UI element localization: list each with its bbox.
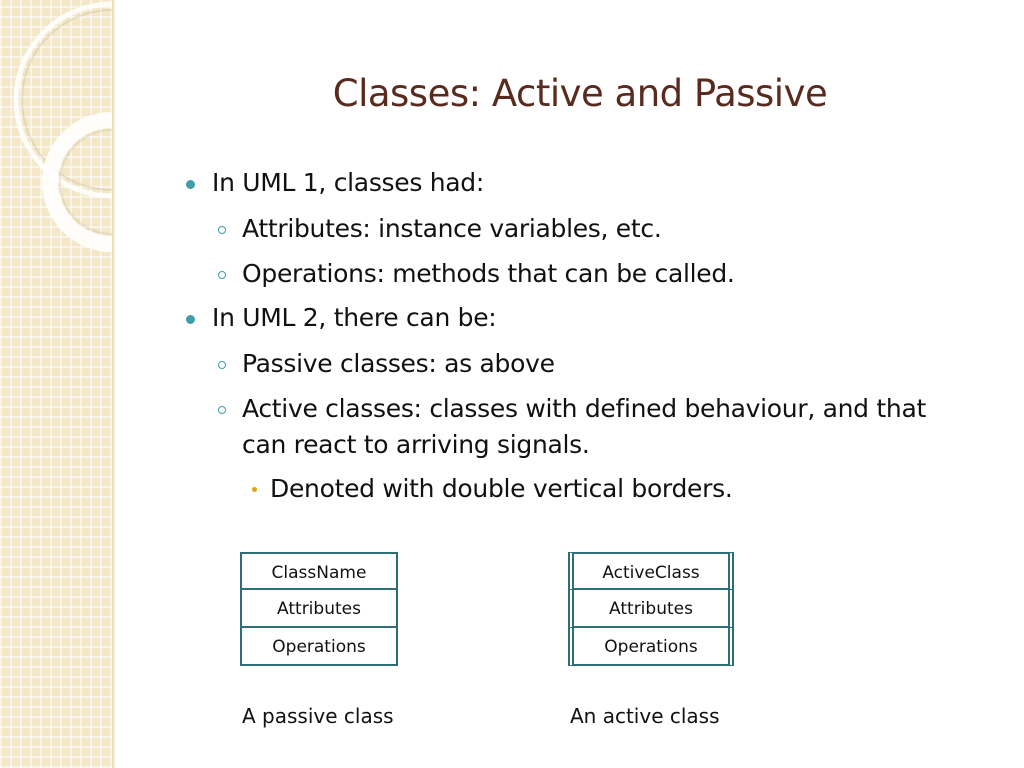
active-class-operations: Operations bbox=[568, 628, 734, 666]
decorative-sidebar bbox=[0, 0, 112, 768]
passive-class-name: ClassName bbox=[240, 552, 398, 590]
passive-class-caption: A passive class bbox=[242, 704, 394, 728]
bullet-uml2: In UML 2, there can be: bbox=[180, 301, 960, 335]
sidebar-edge bbox=[112, 0, 116, 768]
passive-class-box bbox=[240, 552, 398, 666]
decorative-rings bbox=[0, 0, 112, 768]
bullet-passive-classes: Passive classes: as above bbox=[180, 346, 960, 382]
active-class-caption: An active class bbox=[570, 704, 720, 728]
active-class-box bbox=[568, 552, 734, 666]
slide-title: Classes: Active and Passive bbox=[332, 72, 828, 115]
passive-class-attributes: Attributes bbox=[240, 590, 398, 628]
bullet-operations: Operations: methods that can be called. bbox=[180, 256, 960, 292]
ring-large bbox=[16, 4, 112, 196]
passive-class-operations: Operations bbox=[240, 628, 398, 666]
bullet-uml1: In UML 1, classes had: bbox=[180, 166, 960, 200]
active-class-name: ActiveClass bbox=[568, 552, 734, 590]
bullet-active-classes: Active classes: classes with defined behaviour, and that can react to arriving signals. bbox=[180, 391, 960, 463]
bullet-list bbox=[180, 166, 960, 514]
bullet-double-borders: Denoted with double vertical borders. bbox=[180, 472, 960, 506]
ring-large-shadow bbox=[22, 10, 112, 190]
bullet-attributes: Attributes: instance variables, etc. bbox=[180, 211, 960, 247]
active-class-attributes: Attributes bbox=[568, 590, 734, 628]
